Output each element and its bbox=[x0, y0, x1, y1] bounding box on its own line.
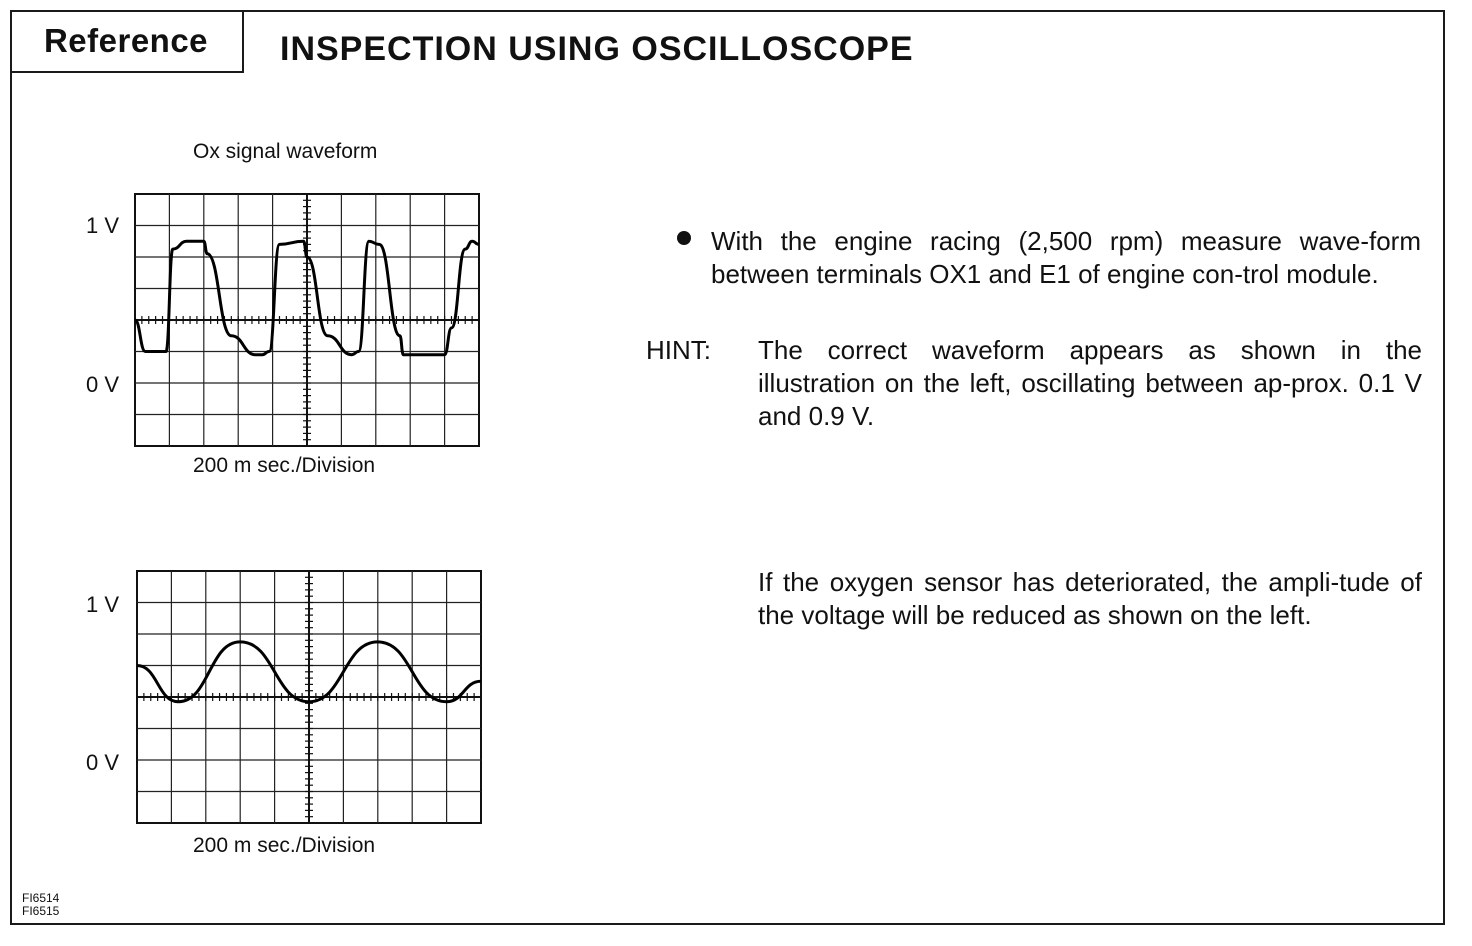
oscilloscope-screen-2 bbox=[136, 570, 482, 824]
oscilloscope-figure-2 bbox=[136, 570, 482, 824]
hint-label: HINT: bbox=[646, 335, 711, 365]
figure-2-y-top-label: 1 V bbox=[86, 592, 120, 617]
figure-2-y-bottom-label: 0 V bbox=[86, 750, 120, 775]
figure-1-y-top-label: 1 V bbox=[86, 213, 120, 238]
oscilloscope-screen-1 bbox=[134, 193, 480, 447]
hint-text: The correct waveform appears as shown in the illustration on the left, oscillating between ap-prox. 0.1 V and 0.9 V. bbox=[758, 335, 1422, 431]
figure-1-x-label: 200 m sec./Division bbox=[193, 454, 376, 477]
figure-id-2: FI6515 bbox=[22, 904, 60, 918]
figure-2-x-label: 200 m sec./Division bbox=[193, 834, 376, 857]
figure-id-1: FI6514 bbox=[22, 891, 60, 905]
bullet-instruction-text: With the engine racing (2,500 rpm) measure wave-form between terminals OX1 and E1 of engine con-trol module. bbox=[711, 226, 1421, 289]
oscilloscope-figure-1 bbox=[134, 193, 480, 447]
reference-tag: Reference bbox=[10, 10, 244, 73]
figure-ids bbox=[22, 892, 59, 918]
bullet-dot bbox=[677, 231, 691, 245]
page-title: INSPECTION USING OSCILLOSCOPE bbox=[280, 30, 914, 68]
figure-1-y-bottom-label: 0 V bbox=[86, 372, 120, 397]
deterioration-text: If the oxygen sensor has deteriorated, the ampli-tude of the voltage will be reduced as shown on the left. bbox=[758, 567, 1422, 630]
figure-1-caption: Ox signal waveform bbox=[193, 140, 378, 163]
